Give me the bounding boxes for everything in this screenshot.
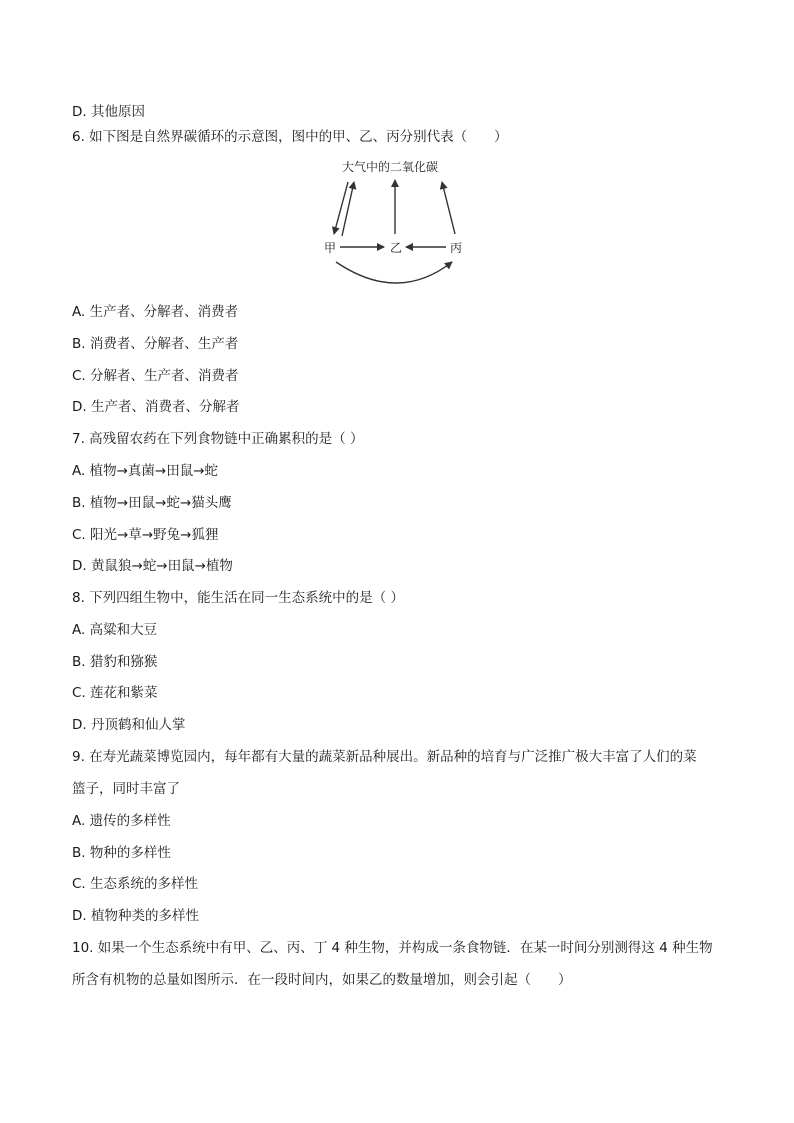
arrow-co2-to-jia bbox=[334, 182, 348, 234]
q9-stem-line1: 9. 在寿光蔬菜博览园内，每年都有大量的蔬菜新品种展出。新品种的培育与广泛推广极大丰富了人们的菜 bbox=[72, 749, 697, 765]
q6-option-d: D. 生产者、消费者、分解者 bbox=[72, 399, 240, 415]
q10-stem-line1: 10. 如果一个生态系统中有甲、乙、丙、丁 4 种生物，并构成一条食物链．在某一时间分别测得这 4 种生物 bbox=[72, 940, 713, 956]
diagram-node-jia: 甲 bbox=[324, 241, 337, 255]
diagram-node-bing: 丙 bbox=[450, 241, 463, 255]
carbon-cycle-diagram bbox=[318, 154, 478, 288]
q9-option-b: B. 物种的多样性 bbox=[72, 845, 171, 861]
q6-option-a: A. 生产者、分解者、消费者 bbox=[72, 304, 239, 320]
q9-option-d: D. 植物种类的多样性 bbox=[72, 908, 199, 924]
q7-option-a: A. 植物→真菌→田鼠→蛇 bbox=[72, 463, 219, 479]
q8-option-c: C. 莲花和紫菜 bbox=[72, 685, 158, 701]
q9-option-a: A. 遗传的多样性 bbox=[72, 813, 171, 829]
q7-stem: 7. 高残留农药在下列食物链中正确累积的是（ ） bbox=[72, 431, 364, 447]
q6-option-b: B. 消费者、分解者、生产者 bbox=[72, 336, 239, 352]
q8-option-d: D. 丹顶鹤和仙人掌 bbox=[72, 717, 186, 733]
q7-option-d: D. 黄鼠狼→蛇→田鼠→植物 bbox=[72, 558, 233, 574]
q8-stem: 8. 下列四组生物中，能生活在同一生态系统中的是（ ） bbox=[72, 590, 404, 606]
q7-option-b: B. 植物→田鼠→蛇→猫头鹰 bbox=[72, 495, 232, 511]
arrow-jia-to-co2 bbox=[342, 182, 354, 236]
q8-option-a: A. 高粱和大豆 bbox=[72, 622, 158, 638]
q5-option-d: D. 其他原因 bbox=[72, 104, 145, 120]
q9-option-c: C. 生态系统的多样性 bbox=[72, 876, 199, 892]
q6-stem: 6. 如下图是自然界碳循环的示意图，图中的甲、乙、丙分别代表（ ） bbox=[72, 129, 508, 145]
arrow-jia-to-bing bbox=[336, 262, 452, 283]
q7-option-c: C. 阳光→草→野兔→狐狸 bbox=[72, 527, 219, 543]
q8-option-b: B. 猎豹和猕猴 bbox=[72, 654, 158, 670]
diagram-node-yi: 乙 bbox=[390, 241, 403, 255]
q6-option-c: C. 分解者、生产者、消费者 bbox=[72, 368, 239, 384]
q9-stem-line2: 篮子，同时丰富了 bbox=[72, 781, 180, 797]
diagram-label-atmosphere-co2: 大气中的二氧化碳 bbox=[342, 160, 439, 174]
arrow-bing-to-co2 bbox=[442, 182, 455, 234]
q10-stem-line2: 所含有机物的总量如图所示．在一段时间内，如果乙的数量增加，则会引起（ ） bbox=[72, 972, 572, 988]
